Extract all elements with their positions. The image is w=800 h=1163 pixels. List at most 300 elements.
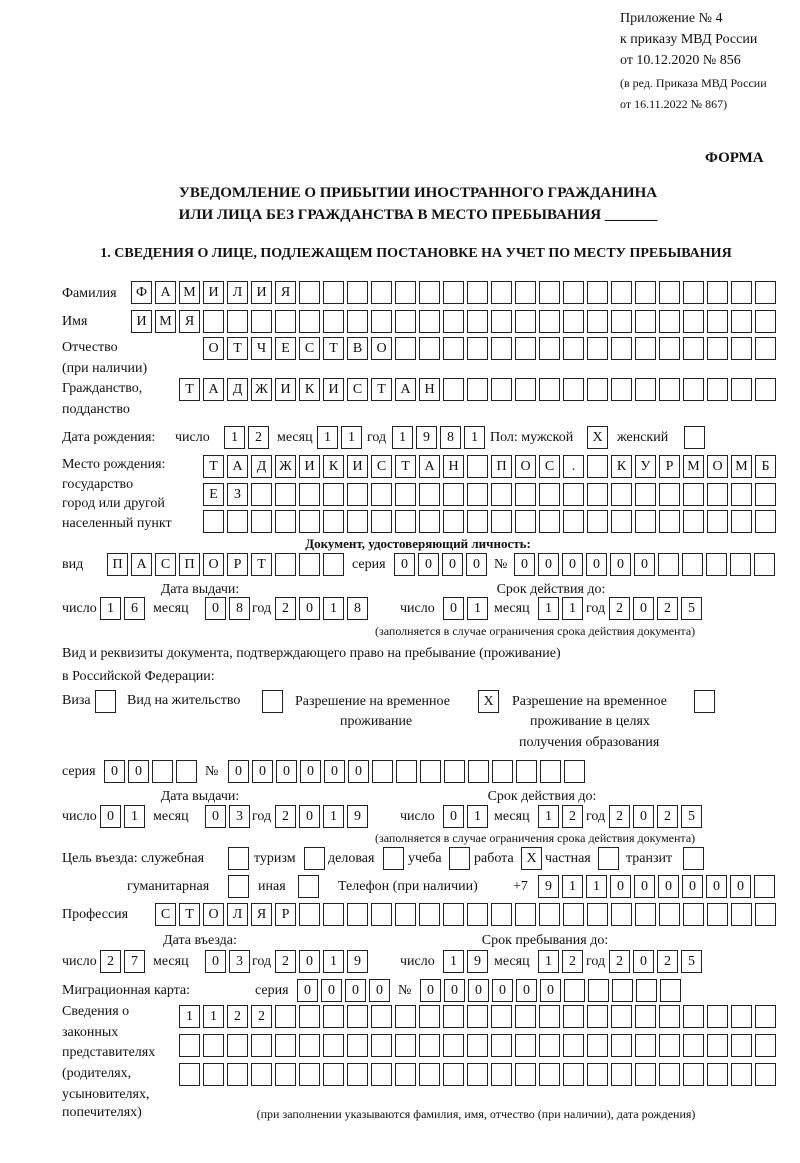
- char-box[interactable]: [707, 337, 728, 360]
- char-box[interactable]: Н: [443, 455, 464, 478]
- char-box[interactable]: [179, 1063, 200, 1086]
- char-box[interactable]: 0: [348, 760, 369, 783]
- char-box[interactable]: 2: [657, 950, 678, 973]
- char-box[interactable]: [635, 378, 656, 401]
- char-box[interactable]: [587, 510, 608, 533]
- char-box[interactable]: [683, 378, 704, 401]
- char-box[interactable]: [443, 1063, 464, 1086]
- char-box[interactable]: [707, 510, 728, 533]
- char-box[interactable]: Ч: [251, 337, 272, 360]
- char-box[interactable]: 1: [341, 426, 362, 449]
- char-box[interactable]: К: [323, 455, 344, 478]
- char-box[interactable]: [683, 1063, 704, 1086]
- char-box[interactable]: [395, 1034, 416, 1057]
- char-box[interactable]: [755, 1005, 776, 1028]
- char-box[interactable]: Я: [251, 903, 272, 926]
- char-box[interactable]: [515, 1005, 536, 1028]
- char-box[interactable]: 5: [681, 805, 702, 828]
- char-box[interactable]: [275, 1005, 296, 1028]
- char-box[interactable]: [587, 483, 608, 506]
- char-box[interactable]: [707, 310, 728, 333]
- char-box[interactable]: [443, 281, 464, 304]
- char-box[interactable]: [611, 483, 632, 506]
- char-box[interactable]: [659, 510, 680, 533]
- char-box[interactable]: А: [155, 281, 176, 304]
- char-box[interactable]: И: [323, 378, 344, 401]
- char-box[interactable]: [683, 281, 704, 304]
- char-box[interactable]: [203, 1034, 224, 1057]
- char-box[interactable]: [299, 281, 320, 304]
- char-box[interactable]: [683, 510, 704, 533]
- char-box[interactable]: И: [131, 310, 152, 333]
- char-box[interactable]: [731, 310, 752, 333]
- char-box[interactable]: Ж: [251, 378, 272, 401]
- char-box[interactable]: 1: [317, 426, 338, 449]
- char-box[interactable]: 0: [205, 597, 226, 620]
- char-box[interactable]: [635, 1005, 656, 1028]
- char-box[interactable]: [395, 337, 416, 360]
- char-box[interactable]: [755, 337, 776, 360]
- char-box[interactable]: [395, 1063, 416, 1086]
- char-box[interactable]: [443, 1005, 464, 1028]
- char-box[interactable]: [539, 510, 560, 533]
- char-box[interactable]: Р: [659, 455, 680, 478]
- char-box[interactable]: [731, 337, 752, 360]
- char-box[interactable]: [371, 1005, 392, 1028]
- char-box[interactable]: И: [251, 281, 272, 304]
- char-box[interactable]: [419, 1005, 440, 1028]
- char-box[interactable]: 7: [124, 950, 145, 973]
- char-box[interactable]: 1: [100, 597, 121, 620]
- char-box[interactable]: Е: [275, 337, 296, 360]
- char-box[interactable]: [683, 1005, 704, 1028]
- char-box[interactable]: [323, 510, 344, 533]
- char-box[interactable]: [275, 553, 296, 576]
- char-box[interactable]: [563, 903, 584, 926]
- char-box[interactable]: [467, 483, 488, 506]
- char-box[interactable]: 3: [229, 805, 250, 828]
- char-box[interactable]: 0: [516, 979, 537, 1002]
- char-box[interactable]: Ж: [275, 455, 296, 478]
- char-box[interactable]: 0: [100, 805, 121, 828]
- char-box[interactable]: [491, 1005, 512, 1028]
- char-box[interactable]: [347, 281, 368, 304]
- char-box[interactable]: 1: [124, 805, 145, 828]
- char-box[interactable]: [347, 310, 368, 333]
- char-box[interactable]: [730, 553, 751, 576]
- char-box[interactable]: [707, 378, 728, 401]
- char-box[interactable]: 8: [229, 597, 250, 620]
- char-box[interactable]: [635, 337, 656, 360]
- char-box[interactable]: [587, 378, 608, 401]
- char-box[interactable]: [587, 455, 608, 478]
- char-box[interactable]: [179, 1034, 200, 1057]
- char-box[interactable]: [491, 1034, 512, 1057]
- char-box[interactable]: [176, 760, 197, 783]
- char-box[interactable]: [347, 1005, 368, 1028]
- char-box[interactable]: [491, 510, 512, 533]
- char-box[interactable]: Т: [323, 337, 344, 360]
- char-box[interactable]: [443, 378, 464, 401]
- char-box[interactable]: 0: [444, 979, 465, 1002]
- char-box[interactable]: 0: [394, 553, 415, 576]
- char-box[interactable]: [612, 979, 633, 1002]
- char-box[interactable]: [754, 875, 775, 898]
- char-box[interactable]: Т: [179, 378, 200, 401]
- char-box[interactable]: [395, 1005, 416, 1028]
- char-box[interactable]: 2: [100, 950, 121, 973]
- char-box[interactable]: А: [227, 455, 248, 478]
- char-box[interactable]: С: [347, 378, 368, 401]
- char-box[interactable]: [443, 337, 464, 360]
- char-box[interactable]: 2: [248, 426, 269, 449]
- char-box[interactable]: [563, 1063, 584, 1086]
- char-box[interactable]: И: [299, 455, 320, 478]
- char-box[interactable]: [563, 1005, 584, 1028]
- char-box[interactable]: [515, 310, 536, 333]
- char-box[interactable]: [611, 903, 632, 926]
- char-box[interactable]: [754, 553, 775, 576]
- char-box[interactable]: Я: [275, 281, 296, 304]
- char-box[interactable]: 0: [443, 597, 464, 620]
- char-box[interactable]: [755, 1063, 776, 1086]
- char-box[interactable]: [611, 1034, 632, 1057]
- char-box[interactable]: [539, 483, 560, 506]
- char-box[interactable]: [564, 979, 585, 1002]
- char-box[interactable]: 8: [440, 426, 461, 449]
- char-box[interactable]: [323, 553, 344, 576]
- char-box[interactable]: [755, 1034, 776, 1057]
- char-box[interactable]: [298, 875, 319, 898]
- char-box[interactable]: 0: [586, 553, 607, 576]
- char-box[interactable]: [323, 903, 344, 926]
- char-box[interactable]: П: [179, 553, 200, 576]
- char-box[interactable]: [539, 281, 560, 304]
- char-box[interactable]: [731, 1034, 752, 1057]
- char-box[interactable]: [347, 1063, 368, 1086]
- char-box[interactable]: 0: [633, 597, 654, 620]
- char-box[interactable]: [755, 903, 776, 926]
- char-box[interactable]: 1: [586, 875, 607, 898]
- char-box[interactable]: [563, 483, 584, 506]
- char-box[interactable]: 2: [251, 1005, 272, 1028]
- char-box[interactable]: [731, 1005, 752, 1028]
- char-box[interactable]: 1: [467, 805, 488, 828]
- char-box[interactable]: 0: [345, 979, 366, 1002]
- char-box[interactable]: К: [299, 378, 320, 401]
- char-box[interactable]: [683, 847, 704, 870]
- char-box[interactable]: 0: [633, 950, 654, 973]
- char-box[interactable]: [304, 847, 325, 870]
- char-box[interactable]: [515, 378, 536, 401]
- char-box[interactable]: 1: [464, 426, 485, 449]
- char-box[interactable]: П: [491, 455, 512, 478]
- char-box[interactable]: [515, 483, 536, 506]
- char-box[interactable]: [563, 1034, 584, 1057]
- char-box[interactable]: [755, 483, 776, 506]
- char-box[interactable]: 1: [323, 950, 344, 973]
- char-box[interactable]: X: [521, 847, 542, 870]
- char-box[interactable]: [755, 510, 776, 533]
- char-box[interactable]: [539, 1063, 560, 1086]
- char-box[interactable]: [371, 903, 392, 926]
- char-box[interactable]: [587, 903, 608, 926]
- char-box[interactable]: Т: [179, 903, 200, 926]
- char-box[interactable]: [347, 903, 368, 926]
- char-box[interactable]: [467, 455, 488, 478]
- char-box[interactable]: [587, 281, 608, 304]
- char-box[interactable]: [275, 483, 296, 506]
- char-box[interactable]: [659, 281, 680, 304]
- char-box[interactable]: 5: [681, 597, 702, 620]
- char-box[interactable]: [491, 903, 512, 926]
- char-box[interactable]: [635, 1034, 656, 1057]
- char-box[interactable]: [251, 1034, 272, 1057]
- char-box[interactable]: [372, 760, 393, 783]
- char-box[interactable]: [515, 510, 536, 533]
- char-box[interactable]: [683, 903, 704, 926]
- char-box[interactable]: [539, 903, 560, 926]
- char-box[interactable]: З: [227, 483, 248, 506]
- char-box[interactable]: [323, 1034, 344, 1057]
- char-box[interactable]: 2: [227, 1005, 248, 1028]
- char-box[interactable]: А: [203, 378, 224, 401]
- char-box[interactable]: [598, 847, 619, 870]
- char-box[interactable]: X: [478, 690, 499, 713]
- char-box[interactable]: О: [371, 337, 392, 360]
- char-box[interactable]: 8: [347, 597, 368, 620]
- char-box[interactable]: [443, 310, 464, 333]
- char-box[interactable]: 1: [323, 597, 344, 620]
- char-box[interactable]: [659, 310, 680, 333]
- char-box[interactable]: А: [131, 553, 152, 576]
- char-box[interactable]: [683, 483, 704, 506]
- char-box[interactable]: Р: [227, 553, 248, 576]
- char-box[interactable]: 0: [252, 760, 273, 783]
- char-box[interactable]: [395, 310, 416, 333]
- char-box[interactable]: [755, 310, 776, 333]
- char-box[interactable]: [323, 1005, 344, 1028]
- char-box[interactable]: [658, 553, 679, 576]
- char-box[interactable]: 2: [609, 597, 630, 620]
- char-box[interactable]: 0: [540, 979, 561, 1002]
- char-box[interactable]: 0: [297, 979, 318, 1002]
- char-box[interactable]: 0: [442, 553, 463, 576]
- char-box[interactable]: [299, 903, 320, 926]
- char-box[interactable]: 2: [657, 805, 678, 828]
- char-box[interactable]: [371, 1063, 392, 1086]
- char-box[interactable]: [659, 337, 680, 360]
- char-box[interactable]: [203, 310, 224, 333]
- char-box[interactable]: [683, 337, 704, 360]
- char-box[interactable]: [323, 483, 344, 506]
- char-box[interactable]: [755, 281, 776, 304]
- char-box[interactable]: [515, 1034, 536, 1057]
- char-box[interactable]: И: [347, 455, 368, 478]
- char-box[interactable]: Д: [227, 378, 248, 401]
- char-box[interactable]: [443, 510, 464, 533]
- char-box[interactable]: Т: [203, 455, 224, 478]
- char-box[interactable]: [419, 1034, 440, 1057]
- char-box[interactable]: [755, 378, 776, 401]
- char-box[interactable]: [707, 1034, 728, 1057]
- char-box[interactable]: 0: [420, 979, 441, 1002]
- char-box[interactable]: О: [203, 337, 224, 360]
- char-box[interactable]: [491, 310, 512, 333]
- char-box[interactable]: [347, 510, 368, 533]
- char-box[interactable]: [275, 310, 296, 333]
- char-box[interactable]: У: [635, 455, 656, 478]
- char-box[interactable]: 9: [347, 805, 368, 828]
- char-box[interactable]: Е: [203, 483, 224, 506]
- char-box[interactable]: М: [155, 310, 176, 333]
- char-box[interactable]: [467, 1034, 488, 1057]
- char-box[interactable]: Н: [419, 378, 440, 401]
- char-box[interactable]: 0: [128, 760, 149, 783]
- char-box[interactable]: [383, 847, 404, 870]
- char-box[interactable]: 2: [275, 805, 296, 828]
- char-box[interactable]: 1: [562, 875, 583, 898]
- char-box[interactable]: 0: [324, 760, 345, 783]
- char-box[interactable]: [539, 1005, 560, 1028]
- char-box[interactable]: [587, 310, 608, 333]
- char-box[interactable]: [731, 483, 752, 506]
- char-box[interactable]: [731, 378, 752, 401]
- char-box[interactable]: [419, 483, 440, 506]
- char-box[interactable]: 1: [392, 426, 413, 449]
- char-box[interactable]: 9: [347, 950, 368, 973]
- char-box[interactable]: [449, 847, 470, 870]
- char-box[interactable]: [707, 281, 728, 304]
- char-box[interactable]: [395, 510, 416, 533]
- char-box[interactable]: [203, 1063, 224, 1086]
- char-box[interactable]: [299, 1063, 320, 1086]
- char-box[interactable]: 1: [323, 805, 344, 828]
- char-box[interactable]: М: [731, 455, 752, 478]
- char-box[interactable]: 1: [224, 426, 245, 449]
- char-box[interactable]: О: [203, 553, 224, 576]
- char-box[interactable]: .: [563, 455, 584, 478]
- char-box[interactable]: [467, 510, 488, 533]
- char-box[interactable]: [611, 1005, 632, 1028]
- char-box[interactable]: Я: [179, 310, 200, 333]
- char-box[interactable]: Л: [227, 281, 248, 304]
- char-box[interactable]: 2: [562, 805, 583, 828]
- char-box[interactable]: Ф: [131, 281, 152, 304]
- char-box[interactable]: 0: [369, 979, 390, 1002]
- char-box[interactable]: [203, 510, 224, 533]
- char-box[interactable]: [299, 1005, 320, 1028]
- char-box[interactable]: [635, 903, 656, 926]
- char-box[interactable]: [707, 1005, 728, 1028]
- char-box[interactable]: [467, 378, 488, 401]
- char-box[interactable]: 9: [538, 875, 559, 898]
- char-box[interactable]: [371, 483, 392, 506]
- char-box[interactable]: Л: [227, 903, 248, 926]
- char-box[interactable]: 2: [609, 950, 630, 973]
- char-box[interactable]: [539, 378, 560, 401]
- char-box[interactable]: [443, 903, 464, 926]
- char-box[interactable]: [659, 378, 680, 401]
- char-box[interactable]: К: [611, 455, 632, 478]
- char-box[interactable]: Т: [251, 553, 272, 576]
- char-box[interactable]: [707, 1063, 728, 1086]
- char-box[interactable]: [540, 760, 561, 783]
- char-box[interactable]: 9: [416, 426, 437, 449]
- char-box[interactable]: С: [299, 337, 320, 360]
- char-box[interactable]: [444, 760, 465, 783]
- char-box[interactable]: А: [419, 455, 440, 478]
- char-box[interactable]: [492, 760, 513, 783]
- char-box[interactable]: О: [707, 455, 728, 478]
- char-box[interactable]: [588, 979, 609, 1002]
- char-box[interactable]: [491, 1063, 512, 1086]
- char-box[interactable]: [563, 510, 584, 533]
- char-box[interactable]: 1: [203, 1005, 224, 1028]
- char-box[interactable]: [731, 281, 752, 304]
- char-box[interactable]: [299, 1034, 320, 1057]
- char-box[interactable]: [152, 760, 173, 783]
- char-box[interactable]: 0: [299, 805, 320, 828]
- char-box[interactable]: [707, 483, 728, 506]
- char-box[interactable]: [467, 1005, 488, 1028]
- char-box[interactable]: [395, 483, 416, 506]
- char-box[interactable]: [299, 310, 320, 333]
- char-box[interactable]: [227, 1034, 248, 1057]
- char-box[interactable]: 0: [276, 760, 297, 783]
- char-box[interactable]: 0: [562, 553, 583, 576]
- char-box[interactable]: 1: [538, 597, 559, 620]
- char-box[interactable]: [731, 510, 752, 533]
- char-box[interactable]: [395, 903, 416, 926]
- char-box[interactable]: [227, 310, 248, 333]
- char-box[interactable]: 0: [443, 805, 464, 828]
- char-box[interactable]: [299, 553, 320, 576]
- char-box[interactable]: [563, 310, 584, 333]
- char-box[interactable]: [707, 903, 728, 926]
- char-box[interactable]: 0: [468, 979, 489, 1002]
- char-box[interactable]: 0: [682, 875, 703, 898]
- char-box[interactable]: [228, 875, 249, 898]
- char-box[interactable]: X: [587, 426, 608, 449]
- char-box[interactable]: М: [179, 281, 200, 304]
- char-box[interactable]: [323, 1063, 344, 1086]
- char-box[interactable]: Р: [275, 903, 296, 926]
- char-box[interactable]: [539, 1034, 560, 1057]
- char-box[interactable]: В: [347, 337, 368, 360]
- char-box[interactable]: 1: [179, 1005, 200, 1028]
- char-box[interactable]: [587, 337, 608, 360]
- char-box[interactable]: Д: [251, 455, 272, 478]
- char-box[interactable]: [323, 281, 344, 304]
- char-box[interactable]: [660, 979, 681, 1002]
- char-box[interactable]: [443, 483, 464, 506]
- char-box[interactable]: [706, 553, 727, 576]
- char-box[interactable]: [515, 1063, 536, 1086]
- char-box[interactable]: [491, 281, 512, 304]
- char-box[interactable]: [251, 310, 272, 333]
- char-box[interactable]: [491, 483, 512, 506]
- char-box[interactable]: 1: [562, 597, 583, 620]
- char-box[interactable]: С: [155, 553, 176, 576]
- char-box[interactable]: С: [371, 455, 392, 478]
- char-box[interactable]: 0: [492, 979, 513, 1002]
- char-box[interactable]: [539, 310, 560, 333]
- char-box[interactable]: 0: [228, 760, 249, 783]
- char-box[interactable]: [491, 337, 512, 360]
- char-box[interactable]: О: [203, 903, 224, 926]
- char-box[interactable]: [371, 1034, 392, 1057]
